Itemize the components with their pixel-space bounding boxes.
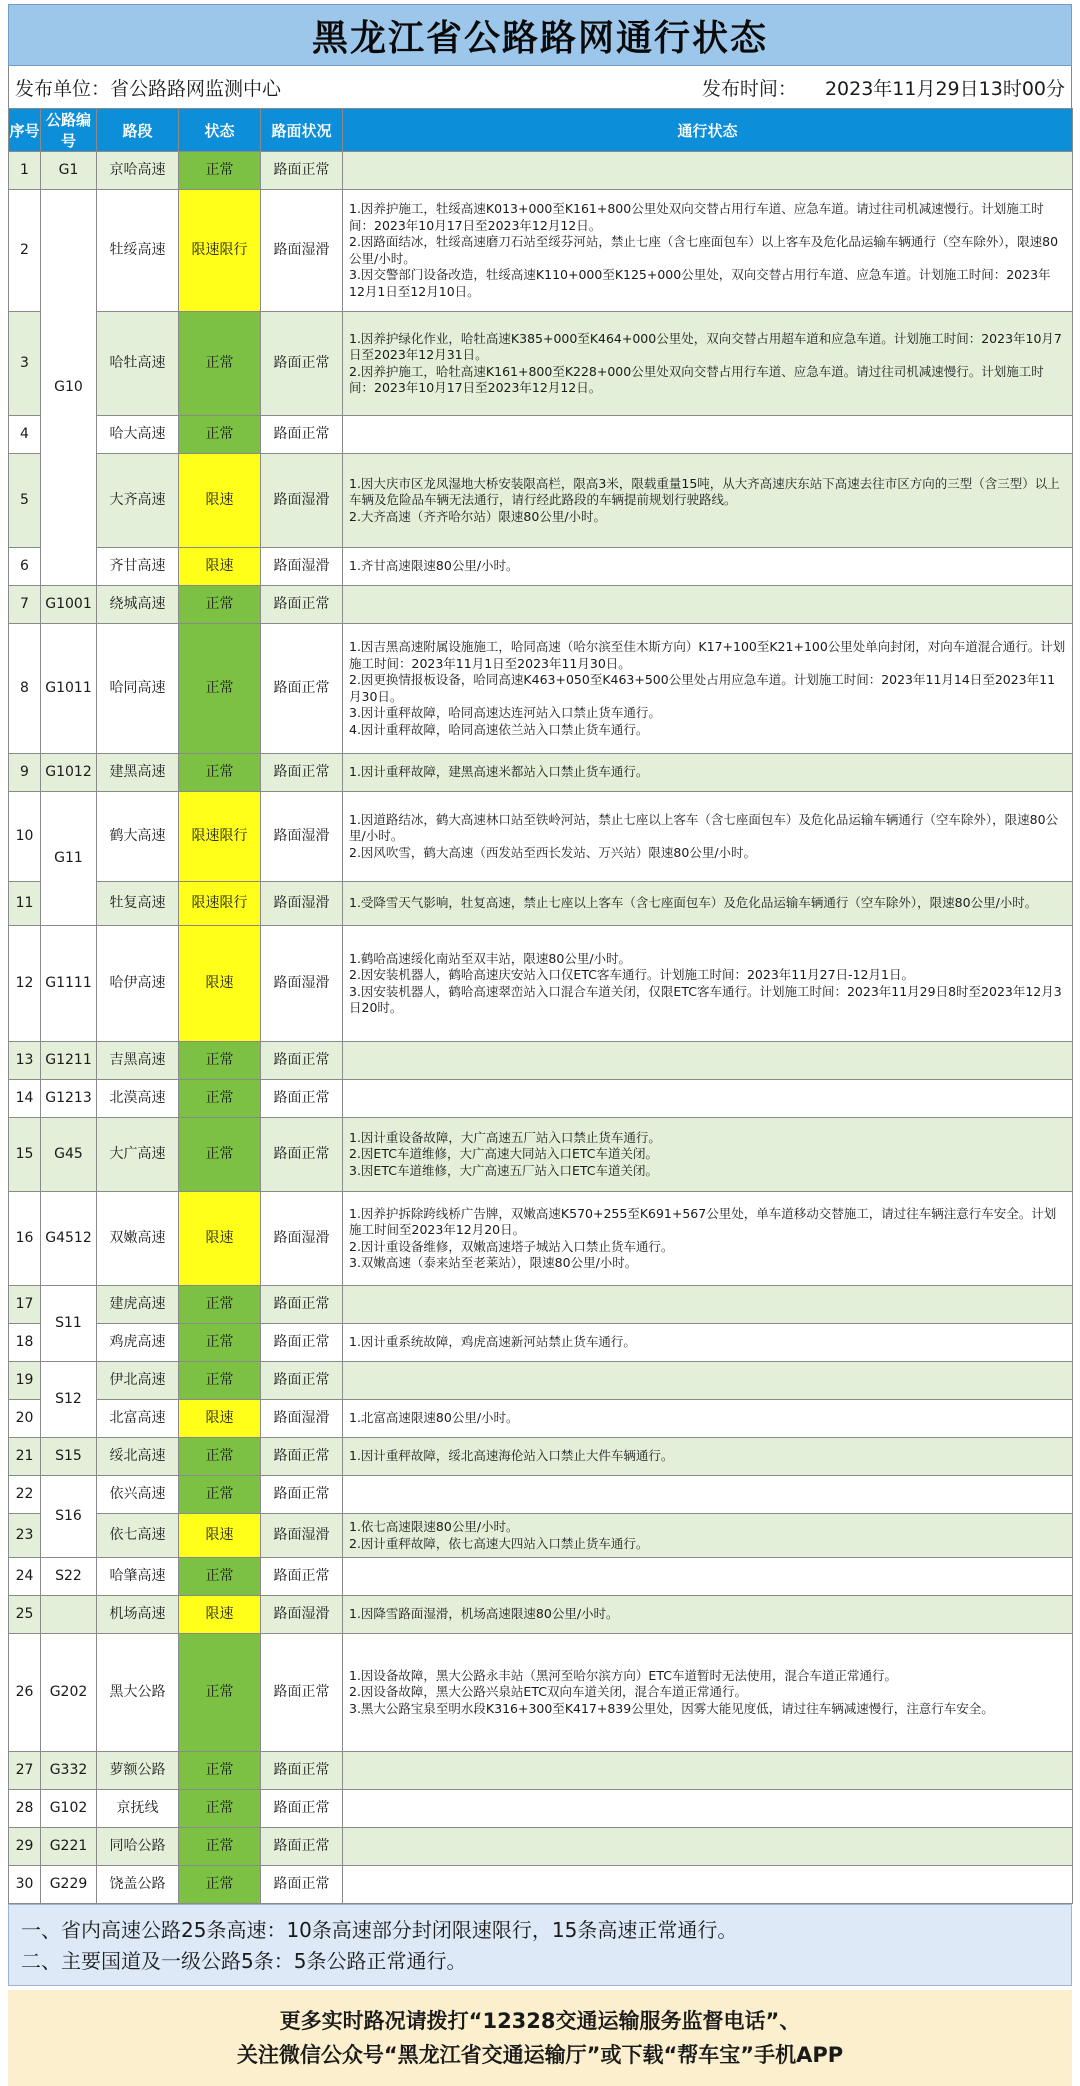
route-code: G1213 xyxy=(41,1080,97,1118)
table-row xyxy=(9,1042,1073,1080)
status-badge: 限速 xyxy=(179,1192,261,1286)
traffic-notes xyxy=(343,1362,1073,1400)
route-code: G4512 xyxy=(41,1192,97,1286)
page xyxy=(0,4,1080,2067)
road-surface: 路面正常 xyxy=(261,1558,343,1596)
traffic-notes xyxy=(343,1324,1073,1362)
traffic-note: 1.因设备故障，黑大公路永丰站（黑河至哈尔滨方向）ETC车道暂时无法使用，混合车道正常通行。 xyxy=(349,1667,897,1683)
summary-line: 一、省内高速公路25条高速：10条高速部分封闭限速限行，15条高速正常通行。 xyxy=(21,1918,738,1942)
row-number: 2 xyxy=(9,190,41,312)
status-badge: 正常 xyxy=(179,1042,261,1080)
status-badge: 限速 xyxy=(179,926,261,1042)
road-surface: 路面湿滑 xyxy=(261,1514,343,1558)
publisher-info xyxy=(15,74,281,101)
row-number: 3 xyxy=(9,312,41,416)
route-code: G1012 xyxy=(41,754,97,792)
column-header-section: 路段 xyxy=(97,109,179,152)
traffic-note: 3.黑大公路宝泉至明水段K316+300至K417+839公里处，因雾大能见度低，请过往车辆减速慢行，注意行车安全。 xyxy=(349,1700,994,1716)
table-row xyxy=(9,792,1073,882)
row-number: 5 xyxy=(9,454,41,548)
footer-banner xyxy=(8,1990,1072,2086)
traffic-notes xyxy=(343,1042,1073,1080)
page-title: 黑龙江省公路路网通行状态 xyxy=(8,4,1072,66)
traffic-note: 1.因大庆市区龙凤湿地大桥安装限高栏，限高3米，限载重量15吨，从大齐高速庆东站下高速去往市区方向的三型（含三型）以上车辆及危险品车辆无法通行，请行经此路段的车辆提前规划行驶路线。 xyxy=(349,475,1060,508)
traffic-note: 2.因计重设备维修，双嫩高速塔子城站入口禁止货车通行。 xyxy=(349,1238,674,1254)
traffic-note: 2.因ETC车道维修，大广高速大同站入口ETC车道关闭。 xyxy=(349,1146,658,1162)
row-number: 7 xyxy=(9,586,41,624)
traffic-note: 1.因计重秤故障，绥北高速海伦站入口禁止大件车辆通行。 xyxy=(349,1448,674,1464)
route-code: S15 xyxy=(41,1438,97,1476)
row-number: 21 xyxy=(9,1438,41,1476)
table-row xyxy=(9,1514,1073,1558)
road-surface: 路面湿滑 xyxy=(261,454,343,548)
road-section: 双嫩高速 xyxy=(97,1192,179,1286)
status-badge: 正常 xyxy=(179,1118,261,1192)
traffic-note: 1.因道路结冰，鹤大高速林口站至铁岭河站，禁止七座以上客车（含七座面包车）及危化品运输车辆通行（空车除外），限速80公里/小时。 xyxy=(349,811,1059,844)
table-row xyxy=(9,624,1073,754)
road-surface: 路面正常 xyxy=(261,624,343,754)
route-code: G229 xyxy=(41,1866,97,1904)
status-badge: 限速 xyxy=(179,454,261,548)
footer-line: 关注微信公众号“黑龙江省交通运输厅”或下载“帮车宝”手机APP xyxy=(236,2043,844,2067)
status-badge: 限速 xyxy=(179,1596,261,1634)
road-section: 北漠高速 xyxy=(97,1080,179,1118)
road-section: 绥北高速 xyxy=(97,1438,179,1476)
road-section: 哈肇高速 xyxy=(97,1558,179,1596)
status-badge: 正常 xyxy=(179,1634,261,1752)
road-surface: 路面正常 xyxy=(261,1476,343,1514)
meta-row xyxy=(8,66,1072,108)
row-number: 18 xyxy=(9,1324,41,1362)
traffic-note: 1.因养护施工，牡绥高速K013+000至K161+800公里处双向交替占用行车道、应急车道。请过往司机减速慢行。计划施工时间：2023年10月17日至2023年12月12日。 xyxy=(349,201,1044,233)
route-code: G221 xyxy=(41,1828,97,1866)
road-surface: 路面湿滑 xyxy=(261,1400,343,1438)
table-row xyxy=(9,1790,1073,1828)
status-badge: 正常 xyxy=(179,1752,261,1790)
road-status-table xyxy=(8,108,1073,1904)
road-surface: 路面正常 xyxy=(261,1438,343,1476)
traffic-notes xyxy=(343,624,1073,754)
route-code: S16 xyxy=(41,1476,97,1558)
status-badge: 正常 xyxy=(179,586,261,624)
table-row xyxy=(9,1118,1073,1192)
status-badge: 正常 xyxy=(179,1286,261,1324)
table-row xyxy=(9,1080,1073,1118)
traffic-notes xyxy=(343,1438,1073,1476)
status-badge: 正常 xyxy=(179,1362,261,1400)
traffic-notes xyxy=(343,454,1073,548)
road-surface: 路面正常 xyxy=(261,1118,343,1192)
road-surface: 路面正常 xyxy=(261,1362,343,1400)
traffic-note: 1.因降雪路面湿滑，机场高速限速80公里/小时。 xyxy=(349,1606,619,1622)
table-row xyxy=(9,1596,1073,1634)
publish-time: 2023年11月29日13时00分 xyxy=(824,77,1065,100)
table-row xyxy=(9,926,1073,1042)
table-row xyxy=(9,586,1073,624)
row-number: 12 xyxy=(9,926,41,1042)
route-code: G1111 xyxy=(41,926,97,1042)
traffic-note: 1.因吉黑高速附属设施施工，哈同高速（哈尔滨至佳木斯方向）K17+100至K21+100公里处单向封闭，对向车道混合通行。计划施工时间：2023年11月1日至2023年11月30日。 xyxy=(349,639,1066,671)
road-surface: 路面正常 xyxy=(261,416,343,454)
table-row xyxy=(9,1286,1073,1324)
table-row xyxy=(9,1752,1073,1790)
traffic-notes xyxy=(343,312,1073,416)
traffic-note: 4.因计重秤故障，哈同高速依兰站入口禁止货车通行。 xyxy=(349,721,649,737)
status-badge: 正常 xyxy=(179,624,261,754)
road-section: 京哈高速 xyxy=(97,152,179,190)
row-number: 29 xyxy=(9,1828,41,1866)
traffic-notes xyxy=(343,882,1073,926)
road-surface: 路面正常 xyxy=(261,1324,343,1362)
road-section: 依兴高速 xyxy=(97,1476,179,1514)
traffic-notes xyxy=(343,1514,1073,1558)
table-row xyxy=(9,548,1073,586)
row-number: 23 xyxy=(9,1514,41,1558)
traffic-note: 3.双嫩高速（泰来站至老莱站），限速80公里/小时。 xyxy=(349,1255,638,1270)
traffic-note: 3.因计重秤故障，哈同高速达连河站入口禁止货车通行。 xyxy=(349,705,661,720)
road-section: 鹤大高速 xyxy=(97,792,179,882)
publish-time-info xyxy=(674,74,1065,101)
column-header-surface: 路面状况 xyxy=(261,109,343,152)
traffic-note: 3.因ETC车道维修，大广高速五厂站入口ETC车道关闭。 xyxy=(349,1162,658,1178)
table-row xyxy=(9,754,1073,792)
road-surface: 路面湿滑 xyxy=(261,882,343,926)
road-surface: 路面正常 xyxy=(261,1080,343,1118)
status-badge: 正常 xyxy=(179,1438,261,1476)
road-section: 哈同高速 xyxy=(97,624,179,754)
status-badge: 正常 xyxy=(179,1324,261,1362)
column-header-no: 序号 xyxy=(9,109,41,152)
road-section: 饶盖公路 xyxy=(97,1866,179,1904)
row-number: 17 xyxy=(9,1286,41,1324)
route-code: G332 xyxy=(41,1752,97,1790)
row-number: 1 xyxy=(9,152,41,190)
traffic-notes xyxy=(343,754,1073,792)
route-code: G11 xyxy=(41,792,97,926)
route-code xyxy=(41,1596,97,1634)
summary-box xyxy=(8,1904,1072,1986)
route-code: S12 xyxy=(41,1362,97,1438)
row-number: 10 xyxy=(9,792,41,882)
footer-line: 更多实时路况请拨打“12328交通运输服务监督电话”、 xyxy=(279,2009,801,2033)
table-row xyxy=(9,882,1073,926)
row-number: 4 xyxy=(9,416,41,454)
status-badge: 限速限行 xyxy=(179,190,261,312)
road-surface: 路面湿滑 xyxy=(261,1596,343,1634)
row-number: 27 xyxy=(9,1752,41,1790)
row-number: 28 xyxy=(9,1790,41,1828)
publish-time-label: 发布时间： xyxy=(701,77,797,100)
traffic-notes xyxy=(343,1752,1073,1790)
route-code: G202 xyxy=(41,1634,97,1752)
row-number: 20 xyxy=(9,1400,41,1438)
route-code: G1001 xyxy=(41,586,97,624)
road-surface: 路面正常 xyxy=(261,1042,343,1080)
status-badge: 限速 xyxy=(179,548,261,586)
route-code: S22 xyxy=(41,1558,97,1596)
row-number: 11 xyxy=(9,882,41,926)
road-surface: 路面湿滑 xyxy=(261,926,343,1042)
status-badge: 正常 xyxy=(179,416,261,454)
traffic-note: 2.因安装机器人，鹤哈高速庆安站入口仅ETC客车通行。计划施工时间：2023年11月27日-12月1日。 xyxy=(349,967,914,982)
road-section: 建虎高速 xyxy=(97,1286,179,1324)
road-surface: 路面正常 xyxy=(261,1790,343,1828)
row-number: 8 xyxy=(9,624,41,754)
traffic-note: 2.大齐高速（齐齐哈尔站）限速80公里/小时。 xyxy=(349,508,607,524)
traffic-note: 1.鹤哈高速绥化南站至双丰站，限速80公里/小时。 xyxy=(349,950,632,966)
status-badge: 正常 xyxy=(179,1790,261,1828)
row-number: 13 xyxy=(9,1042,41,1080)
road-section: 哈牡高速 xyxy=(97,312,179,416)
table-row xyxy=(9,1400,1073,1438)
status-badge: 正常 xyxy=(179,1866,261,1904)
table-body xyxy=(9,152,1073,1904)
road-section: 依七高速 xyxy=(97,1514,179,1558)
route-code: G1011 xyxy=(41,624,97,754)
row-number: 19 xyxy=(9,1362,41,1400)
road-surface: 路面湿滑 xyxy=(261,190,343,312)
row-number: 26 xyxy=(9,1634,41,1752)
road-section: 哈伊高速 xyxy=(97,926,179,1042)
road-section: 北富高速 xyxy=(97,1400,179,1438)
status-badge: 限速限行 xyxy=(179,792,261,882)
status-badge: 正常 xyxy=(179,754,261,792)
traffic-notes xyxy=(343,1866,1073,1904)
route-code: G1211 xyxy=(41,1042,97,1080)
road-surface: 路面正常 xyxy=(261,1634,343,1752)
road-section: 京抚线 xyxy=(97,1790,179,1828)
column-header-traffic: 通行状态 xyxy=(343,109,1073,152)
traffic-note: 1.受降雪天气影响，牡复高速，禁止七座以上客车（含七座面包车）及危化品运输车辆通行（空车除外），限速80公里/小时。 xyxy=(349,895,1038,911)
table-row xyxy=(9,1558,1073,1596)
traffic-notes xyxy=(343,1476,1073,1514)
traffic-notes xyxy=(343,1596,1073,1634)
road-surface: 路面正常 xyxy=(261,586,343,624)
row-number: 9 xyxy=(9,754,41,792)
road-surface: 路面正常 xyxy=(261,312,343,416)
road-section: 大齐高速 xyxy=(97,454,179,548)
route-code: G10 xyxy=(41,190,97,586)
traffic-note: 1.因计重设备故障，大广高速五厂站入口禁止货车通行。 xyxy=(349,1129,661,1145)
traffic-notes xyxy=(343,586,1073,624)
road-surface: 路面正常 xyxy=(261,1828,343,1866)
route-code: G45 xyxy=(41,1118,97,1192)
table-row xyxy=(9,1192,1073,1286)
route-code: G1 xyxy=(41,152,97,190)
status-badge: 限速 xyxy=(179,1514,261,1558)
table-row xyxy=(9,416,1073,454)
status-badge: 正常 xyxy=(179,312,261,416)
traffic-note: 1.因计重系统故障，鸡虎高速新河站禁止货车通行。 xyxy=(349,1334,636,1350)
status-badge: 正常 xyxy=(179,1080,261,1118)
column-header-route: 公路编号 xyxy=(41,109,97,152)
traffic-note: 1.依七高速限速80公里/小时。 xyxy=(349,1519,519,1534)
status-badge: 正常 xyxy=(179,1476,261,1514)
road-surface: 路面正常 xyxy=(261,754,343,792)
road-section: 黑大公路 xyxy=(97,1634,179,1752)
status-badge: 正常 xyxy=(179,152,261,190)
road-surface: 路面正常 xyxy=(261,1866,343,1904)
traffic-note: 2.因养护施工，哈牡高速K161+800至K228+000公里处双向交替占用行车道、应急车道。请过往司机减速慢行。计划施工时间：2023年10月17日至2023年12月12日。 xyxy=(349,363,1044,395)
traffic-notes xyxy=(343,1192,1073,1286)
road-surface: 路面正常 xyxy=(261,152,343,190)
route-code: S11 xyxy=(41,1286,97,1362)
traffic-note: 2.因更换情报板设备，哈同高速K463+050至K463+500公里处占用应急车道。计划施工时间：2023年11月14日至2023年11月30日。 xyxy=(349,672,1056,704)
traffic-notes xyxy=(343,1634,1073,1752)
row-number: 22 xyxy=(9,1476,41,1514)
traffic-note: 1.因养护绿化作业，哈牡高速K385+000至K464+000公里处，双向交替占用超车道和应急车道。计划施工时间：2023年10月7日至2023年12月31日。 xyxy=(349,330,1062,362)
row-number: 6 xyxy=(9,548,41,586)
row-number: 15 xyxy=(9,1118,41,1192)
table-row xyxy=(9,454,1073,548)
table-row xyxy=(9,312,1073,416)
traffic-notes xyxy=(343,1828,1073,1866)
road-surface: 路面正常 xyxy=(261,1752,343,1790)
status-badge: 正常 xyxy=(179,1558,261,1596)
traffic-notes xyxy=(343,1080,1073,1118)
publisher-name: 省公路路网监测中心 xyxy=(110,77,282,100)
table-row xyxy=(9,190,1073,312)
status-badge: 限速限行 xyxy=(179,882,261,926)
traffic-notes xyxy=(343,416,1073,454)
road-section: 鸡虎高速 xyxy=(97,1324,179,1362)
table-row xyxy=(9,1634,1073,1752)
status-badge: 正常 xyxy=(179,1828,261,1866)
table-row xyxy=(9,152,1073,190)
traffic-note: 1.齐甘高速限速80公里/小时。 xyxy=(349,558,519,574)
traffic-note: 2.因设备故障，黑大公路兴泉站ETC双向车道关闭，混合车道正常通行。 xyxy=(349,1684,747,1700)
traffic-note: 2.因计重秤故障，依七高速大四站入口禁止货车通行。 xyxy=(349,1535,649,1551)
road-section: 牡复高速 xyxy=(97,882,179,926)
traffic-notes xyxy=(343,926,1073,1042)
road-surface: 路面湿滑 xyxy=(261,792,343,882)
road-section: 大广高速 xyxy=(97,1118,179,1192)
traffic-note: 2.因风吹雪，鹤大高速（西发站至西长发站、万兴站）限速80公里/小时。 xyxy=(349,844,757,860)
row-number: 14 xyxy=(9,1080,41,1118)
table-row xyxy=(9,1324,1073,1362)
status-badge: 限速 xyxy=(179,1400,261,1438)
row-number: 30 xyxy=(9,1866,41,1904)
road-surface: 路面湿滑 xyxy=(261,1192,343,1286)
traffic-note: 1.因计重秤故障，建黑高速米都站入口禁止货车通行。 xyxy=(349,764,649,780)
traffic-notes xyxy=(343,1400,1073,1438)
traffic-note: 3.因安装机器人，鹤哈高速翠峦站入口混合车道关闭，仅限ETC客车通行。计划施工时间：2023年11月29日8时至2023年12月3日20时。 xyxy=(349,983,1062,1015)
table-header-row xyxy=(9,109,1073,152)
road-surface: 路面湿滑 xyxy=(261,548,343,586)
road-section: 牡绥高速 xyxy=(97,190,179,312)
table-row xyxy=(9,1866,1073,1904)
road-section: 同哈公路 xyxy=(97,1828,179,1866)
road-section: 萝额公路 xyxy=(97,1752,179,1790)
traffic-note: 2.因路面结冰，牡绥高速磨刀石站至绥芬河站，禁止七座（含七座面包车）以上客车及危化品运输车辆通行（空车除外），限速80公里/小时。 xyxy=(349,234,1059,266)
traffic-notes xyxy=(343,1558,1073,1596)
traffic-notes xyxy=(343,548,1073,586)
road-section: 齐甘高速 xyxy=(97,548,179,586)
road-surface: 路面正常 xyxy=(261,1286,343,1324)
traffic-notes xyxy=(343,1118,1073,1192)
road-section: 哈大高速 xyxy=(97,416,179,454)
table-row xyxy=(9,1362,1073,1400)
traffic-notes xyxy=(343,152,1073,190)
road-section: 建黑高速 xyxy=(97,754,179,792)
road-section: 伊北高速 xyxy=(97,1362,179,1400)
table-row xyxy=(9,1828,1073,1866)
traffic-notes xyxy=(343,1790,1073,1828)
row-number: 16 xyxy=(9,1192,41,1286)
publisher-label: 发布单位： xyxy=(15,77,111,100)
traffic-note: 1.北富高速限速80公里/小时。 xyxy=(349,1410,519,1426)
traffic-note: 3.因交警部门设备改造，牡绥高速K110+000至K125+000公里处，双向交替占用行车道、应急车道。计划施工时间：2023年12月1日至12月10日。 xyxy=(349,267,1051,299)
summary-line: 二、主要国道及一级公路5条：5条公路正常通行。 xyxy=(21,1949,467,1973)
table-row xyxy=(9,1476,1073,1514)
row-number: 24 xyxy=(9,1558,41,1596)
traffic-note: 1.因养护拆除跨线桥广告牌，双嫩高速K570+255至K691+567公里处，单车道移动交替施工，请过往车辆注意行车安全。计划施工时间至2023年12月20日。 xyxy=(349,1205,1057,1237)
road-section: 绕城高速 xyxy=(97,586,179,624)
table-row xyxy=(9,1438,1073,1476)
road-section: 机场高速 xyxy=(97,1596,179,1634)
traffic-notes xyxy=(343,792,1073,882)
road-section: 吉黑高速 xyxy=(97,1042,179,1080)
traffic-notes xyxy=(343,190,1073,312)
row-number: 25 xyxy=(9,1596,41,1634)
column-header-status: 状态 xyxy=(179,109,261,152)
traffic-notes xyxy=(343,1286,1073,1324)
route-code: G102 xyxy=(41,1790,97,1828)
